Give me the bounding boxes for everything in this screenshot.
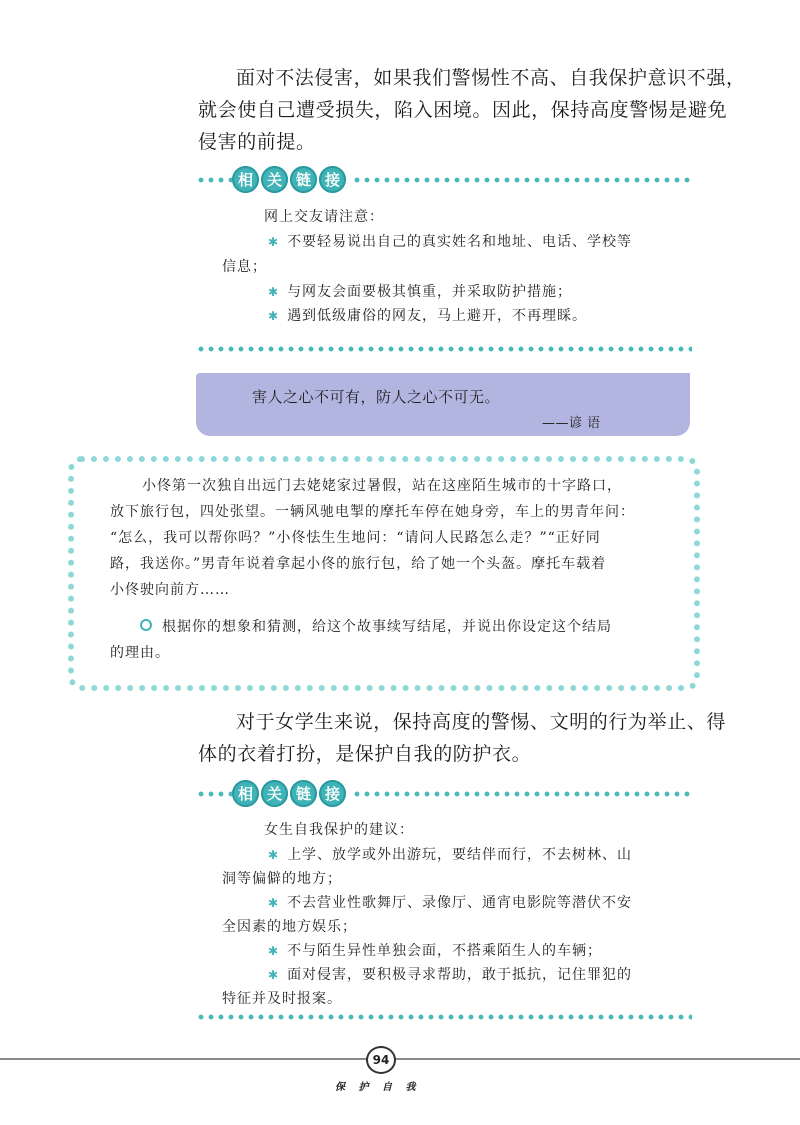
star-bullet-icon: ✱ <box>268 285 280 299</box>
story-line: 放下旅行包，四处张望。一辆风驰电掣的摩托车停在她身旁，车上的男青年问： <box>110 504 635 520</box>
story-line: “怎么，我可以帮你吗？”小佟怯生生地问：“请问人民路怎么走？”“正好同 <box>110 530 601 546</box>
tip-item: ✱ 不与陌生异性单独会面，不搭乘陌生人的车辆； <box>268 943 603 959</box>
related-link-badge <box>232 166 346 193</box>
star-bullet-icon: ✱ <box>268 968 280 982</box>
page-number: 94 <box>366 1046 396 1074</box>
badge-char: 相 <box>232 166 259 193</box>
dotted-rule-right <box>352 177 692 183</box>
dotted-rule-right <box>352 791 692 797</box>
story-line: 小佟第一次独自出远门去姥姥家过暑假，站在这座陌生城市的十字路口， <box>142 478 622 494</box>
proverb-source: ——谚 语 <box>542 416 601 431</box>
dotted-rule-bottom <box>196 1014 692 1020</box>
para-line: 对于女学生来说，保持高度的警惕、文明的行为举止、得 <box>236 711 727 733</box>
star-bullet-icon: ✱ <box>268 235 280 249</box>
badge-char: 关 <box>261 780 288 807</box>
star-bullet-icon: ✱ <box>268 896 280 910</box>
dotted-rule-bottom <box>196 346 692 352</box>
tip-item: ✱ 上学、放学或外出游玩，要结伴而行，不去树林、山 <box>268 847 633 863</box>
tip-intro: 女生自我保护的建议： <box>264 822 414 838</box>
badge-char: 关 <box>261 166 288 193</box>
dotted-rule-left <box>196 177 232 183</box>
proverb-text: 害人之心不可有，防人之心不可无。 <box>252 388 501 406</box>
tip-item: ✱ 面对侵害，要积极寻求帮助，敢于抵抗，记住罪犯的 <box>268 967 633 983</box>
dotted-rule-left <box>196 791 232 797</box>
star-bullet-icon: ✱ <box>268 944 280 958</box>
tip-item-continued: 洞等偏僻的地方； <box>222 871 342 887</box>
tip-item: ✱ 遇到低级庸俗的网友，马上避开，不再理睬。 <box>268 308 588 324</box>
para-line: 就会使自己遭受损失，陷入困境。因此，保持高度警惕是避免 <box>198 99 728 121</box>
intro-paragraph <box>198 62 746 158</box>
tip-item: ✱ 不去营业性歌舞厅、录像厅、通宵电影院等潜伏不安 <box>268 895 633 911</box>
tip-intro: 网上交友请注意： <box>264 209 384 225</box>
story-line: 小佟驶向前方…… <box>110 582 230 598</box>
badge-char: 接 <box>319 166 346 193</box>
badge-char: 相 <box>232 780 259 807</box>
story-question-continued: 的理由。 <box>110 645 170 661</box>
para-line: 体的衣着打扮，是保护自我的防护衣。 <box>198 743 532 765</box>
girls-paragraph <box>198 706 727 770</box>
badge-char: 链 <box>290 780 317 807</box>
circle-bullet-icon <box>140 619 152 631</box>
tip-item-continued: 信息； <box>222 259 267 275</box>
footer-rule <box>0 1058 800 1060</box>
badge-char: 接 <box>319 780 346 807</box>
related-link-badge <box>232 780 346 807</box>
tip-item-continued: 全因素的地方娱乐； <box>222 919 357 935</box>
para-line: 侵害的前提。 <box>198 131 316 153</box>
story-question: 根据你的想象和猜测，给这个故事续写结尾，并说出你设定这个结局 <box>140 614 612 640</box>
story-line: 路，我送你。”男青年说着拿起小佟的旅行包，给了她一个头盔。摩托车载着 <box>110 556 607 572</box>
tip-item: ✱ 不要轻易说出自己的真实姓名和地址、电话、学校等 <box>268 234 633 250</box>
tip-item-continued: 特征并及时报案。 <box>222 991 342 1007</box>
tip-item: ✱ 与网友会面要极其慎重，并采取防护措施； <box>268 284 573 300</box>
star-bullet-icon: ✱ <box>268 309 280 323</box>
badge-char: 链 <box>290 166 317 193</box>
star-bullet-icon: ✱ <box>268 848 280 862</box>
para-line: 面对不法侵害，如果我们警惕性不高、自我保护意识不强， <box>236 67 746 89</box>
running-title: 保 护 自 我 <box>335 1082 421 1093</box>
